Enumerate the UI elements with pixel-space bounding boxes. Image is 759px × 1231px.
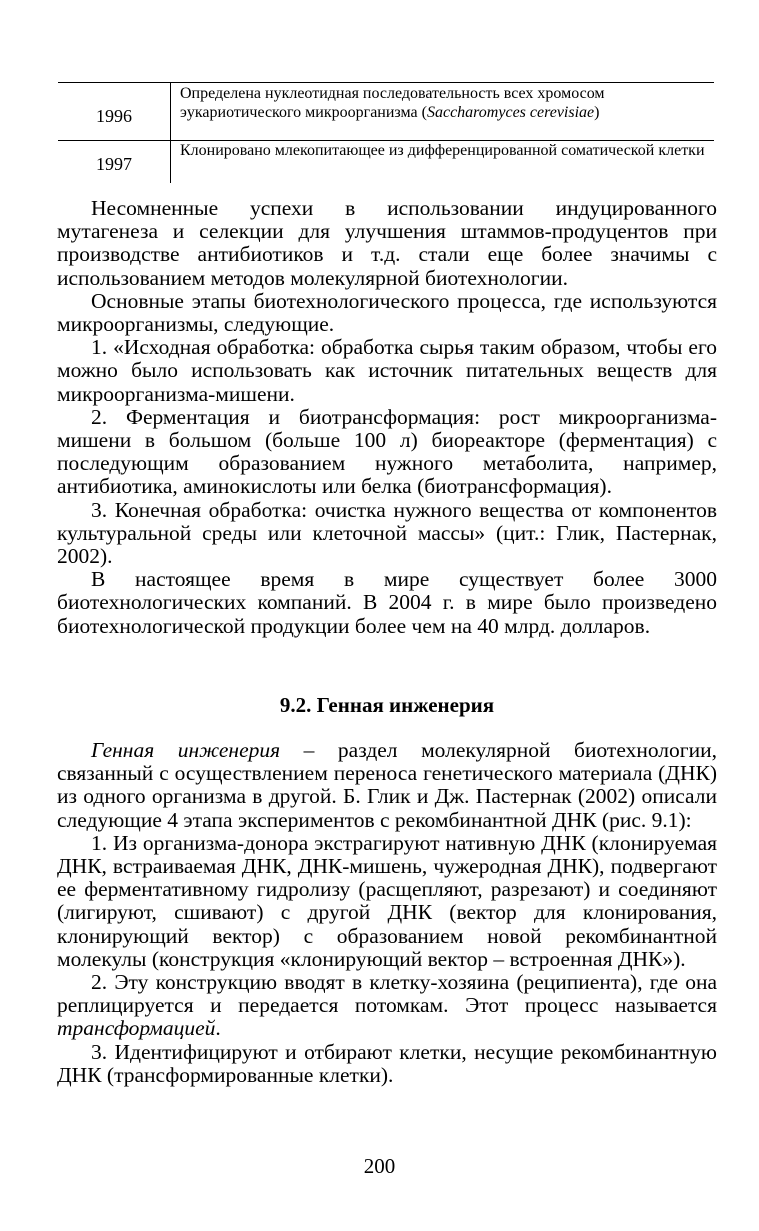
intro-text-block: [57, 197, 717, 638]
list-item-text: 2. Эту конструкцию вводят в клетку-хозяина (реципиента), где она реплицируется и передается потомкам. Этот процесс называется: [57, 970, 717, 1018]
list-item-text-end: .: [215, 1016, 221, 1041]
page-number: 200: [363, 1154, 396, 1178]
genetic-engineering-text-block: [57, 739, 717, 1087]
table-year-cell: 1997: [96, 154, 132, 174]
paragraph: Основные этапы биотехнологического процесса, где используются микроорганизмы, следующие.: [57, 288, 717, 337]
list-item: [57, 971, 717, 1041]
table-top-rule: [58, 82, 714, 83]
defined-term: Генная инженерия: [91, 738, 281, 762]
list-item: 3. Конечная обработка: очистка нужного вещества от компонентов культуральной среды или клеточной массы» (цит.: Глик, Пастернак, 2002).: [57, 497, 717, 569]
emphasized-term: трансформацией: [57, 1016, 216, 1041]
table-row-rule: [58, 140, 714, 141]
list-item: 3. Идентифицируют и отбирают клетки, несущие рекомбинантную ДНК (трансформированные клетки).: [57, 1039, 717, 1087]
table-year-cell: 1996: [96, 106, 132, 126]
section-heading: 9.2. Генная инженерия: [279, 693, 495, 717]
definition-paragraph: [57, 739, 717, 832]
table-column-divider: [170, 83, 171, 183]
table-description-text-end: ): [594, 104, 600, 121]
list-item: 2. Ферментация и биотрансформация: рост микроорганизма-мишени в большом (больше 100 л) биореакторе (ферментация) с последующим образованием нужного метаболита, например, антибиотика, аминокислоты или белка (биотрансформация).: [57, 404, 717, 499]
definition-text: – раздел молекулярной биотехнологии, связанный с осуществлением переноса генетического материала (ДНК) из одного организма в другой. Б. Глик и Дж. Пастернак (2002) описали следующие 4 этапа экспериментов с рекомбинантной ДНК (рис. 9.1):: [57, 738, 717, 832]
paragraph: В настоящее время в мире существует более 3000 биотехнологических компаний. В 2004 г. в мире было произведено биотехнологической продукции более чем на 40 млрд. долларов.: [57, 567, 717, 638]
table-description-cell: [180, 84, 710, 122]
table-description-cell: Клонировано млекопитающее из дифференцированной соматической клетки: [180, 142, 705, 159]
table-description-text: Определена нуклеотидная последовательность всех хромосом эукариотического микроорганизма (: [180, 85, 605, 121]
species-name: Saccharomyces cerevisiae: [426, 104, 595, 121]
paragraph: Несомненные успехи в использовании индуцированного мутагенеза и селекции для улучшения штаммов-продуцентов при производстве антибиотиков и т.д. стали еще более значимы с использованием методов молекулярной биотехнологии.: [57, 196, 717, 290]
list-item: 1. Из организма-донора экстрагируют нативную ДНК (клонируемая ДНК, встраиваемая ДНК, ДНК-мишень, чужеродная ДНК), подвергают ее ферментативному гидролизу (расщепляют, разрезают) и соединяют (лигируют, сшивают) с другой ДНК (вектор для клонирования, клонирующий вектор) с образованием новой рекомбинантной молекулы (конструкция «клонирующий вектор – встроенная ДНК»).: [57, 830, 717, 971]
list-item: 1. «Исходная обработка: обработка сырья таким образом, чтобы его можно было использовать как источник питательных веществ для микроорганизма-мишени.: [57, 335, 717, 406]
